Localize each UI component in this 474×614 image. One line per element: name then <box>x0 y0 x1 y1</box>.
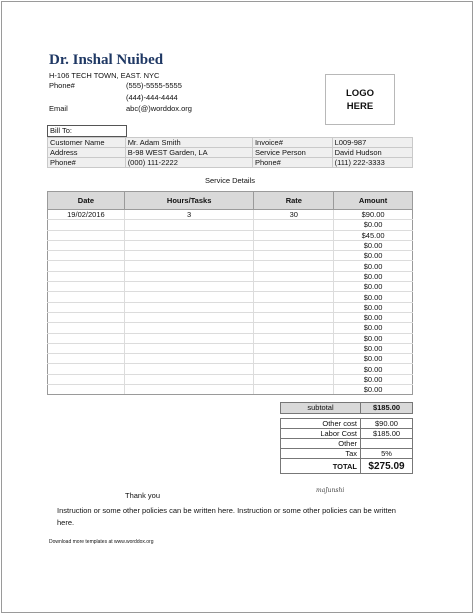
service-amount: $0.00 <box>334 385 413 395</box>
service-amount: $0.00 <box>334 271 413 281</box>
table-row <box>48 271 413 281</box>
table-row <box>48 230 413 240</box>
service-rate <box>254 312 334 322</box>
bill-to-row <box>48 138 413 148</box>
service-hours <box>124 333 254 343</box>
col-amount-header: Amount <box>334 192 413 210</box>
info-value: (111) 222-3333 <box>332 158 412 168</box>
service-hours <box>124 271 254 281</box>
company-address: H-106 TECH TOWN, EAST. NYC <box>49 71 160 80</box>
service-rate <box>254 251 334 261</box>
service-date <box>48 312 125 322</box>
phone-label: Phone# <box>49 81 75 90</box>
service-hours <box>124 385 254 395</box>
service-date <box>48 271 125 281</box>
service-rate <box>254 302 334 312</box>
bill-to-row <box>48 158 413 168</box>
labor-cost-label: Labor Cost <box>281 429 361 439</box>
service-date <box>48 220 125 230</box>
logo-line-2: HERE <box>346 100 374 112</box>
thank-you-text: Thank you <box>125 491 161 500</box>
service-date <box>48 354 125 364</box>
other-cost-value: $90.00 <box>361 419 413 429</box>
info-value: L009-987 <box>332 138 412 148</box>
table-row <box>48 374 413 384</box>
service-hours <box>124 312 254 322</box>
download-note: Download more templates at www.worddox.org <box>49 539 154 545</box>
labor-cost-value: $185.00 <box>361 429 413 439</box>
table-row <box>48 312 413 322</box>
service-date <box>48 333 125 343</box>
service-amount: $0.00 <box>334 323 413 333</box>
info-value: B-98 WEST Garden, LA <box>125 148 252 158</box>
service-date <box>48 261 125 271</box>
instructions-text: Instruction or some other policies can be written here. Instruction or some other policies can be written here. <box>57 506 396 527</box>
service-date <box>48 302 125 312</box>
table-row <box>48 210 413 220</box>
service-rate <box>254 374 334 384</box>
service-hours <box>124 240 254 250</box>
bill-to-label: Bill To: <box>47 125 127 137</box>
info-value: David Hudson <box>332 148 412 158</box>
info-label: Customer Name <box>48 138 126 148</box>
totals-table <box>280 418 413 474</box>
table-row <box>48 343 413 353</box>
phone-1: (555)-5555-5555 <box>126 81 182 90</box>
service-amount: $0.00 <box>334 343 413 353</box>
info-value: Mr. Adam Smith <box>125 138 252 148</box>
bill-to-row <box>48 148 413 158</box>
info-label: Invoice# <box>252 138 332 148</box>
service-date <box>48 230 125 240</box>
subtotal-table <box>280 402 413 414</box>
service-rate <box>254 343 334 353</box>
col-date-header: Date <box>48 192 125 210</box>
service-amount: $45.00 <box>334 230 413 240</box>
service-amount: $0.00 <box>334 374 413 384</box>
service-rate <box>254 282 334 292</box>
table-row <box>48 323 413 333</box>
service-date <box>48 364 125 374</box>
service-date <box>48 343 125 353</box>
col-hours-header: Hours/Tasks <box>124 192 254 210</box>
service-hours <box>124 343 254 353</box>
service-date <box>48 323 125 333</box>
col-rate-header: Rate <box>254 192 334 210</box>
service-date <box>48 374 125 384</box>
service-amount: $90.00 <box>334 210 413 220</box>
tax-label: Tax <box>281 449 361 459</box>
service-amount: $0.00 <box>334 251 413 261</box>
info-label: Address <box>48 148 126 158</box>
service-amount: $0.00 <box>334 302 413 312</box>
bill-to-table <box>47 137 413 168</box>
service-amount: $0.00 <box>334 354 413 364</box>
service-hours <box>124 292 254 302</box>
table-row <box>48 333 413 343</box>
service-date <box>48 240 125 250</box>
table-row <box>48 385 413 395</box>
subtotal-value: $185.00 <box>361 403 413 414</box>
service-hours <box>124 261 254 271</box>
service-details-title: Service Details <box>204 176 256 185</box>
service-hours <box>124 354 254 364</box>
service-date: 19/02/2016 <box>48 210 125 220</box>
info-label: Phone# <box>252 158 332 168</box>
service-hours <box>124 230 254 240</box>
service-hours <box>124 282 254 292</box>
service-rate <box>254 230 334 240</box>
email-label: Email <box>49 104 68 113</box>
invoice-page <box>1 1 473 613</box>
service-hours <box>124 251 254 261</box>
table-row <box>48 364 413 374</box>
service-amount: $0.00 <box>334 261 413 271</box>
info-value: (000) 111-2222 <box>125 158 252 168</box>
service-amount: $0.00 <box>334 282 413 292</box>
service-amount: $0.00 <box>334 292 413 302</box>
service-amount: $0.00 <box>334 364 413 374</box>
table-row <box>48 354 413 364</box>
other-value <box>361 439 413 449</box>
service-table <box>47 191 413 395</box>
other-cost-label: Other cost <box>281 419 361 429</box>
info-label: Phone# <box>48 158 126 168</box>
service-date <box>48 292 125 302</box>
table-row <box>48 261 413 271</box>
service-rate: 30 <box>254 210 334 220</box>
service-amount: $0.00 <box>334 333 413 343</box>
table-row <box>48 292 413 302</box>
total-value: $275.09 <box>361 459 413 474</box>
phone-2: (444)-444-4444 <box>126 93 178 102</box>
tax-value: 5% <box>361 449 413 459</box>
service-hours <box>124 323 254 333</box>
table-row <box>48 251 413 261</box>
subtotal-label: subtotal <box>281 403 361 414</box>
service-date <box>48 282 125 292</box>
other-label: Other <box>281 439 361 449</box>
service-rate <box>254 240 334 250</box>
company-name: Dr. Inshal Nuibed <box>49 52 164 68</box>
service-amount: $0.00 <box>334 312 413 322</box>
service-rate <box>254 385 334 395</box>
service-date <box>48 251 125 261</box>
service-amount: $0.00 <box>334 220 413 230</box>
table-row <box>48 220 413 230</box>
service-rate <box>254 220 334 230</box>
service-hours <box>124 374 254 384</box>
table-row <box>48 240 413 250</box>
service-rate <box>254 333 334 343</box>
signature: maJunshi <box>316 487 345 494</box>
service-rate <box>254 364 334 374</box>
table-row <box>48 282 413 292</box>
table-row <box>48 302 413 312</box>
service-rate <box>254 292 334 302</box>
email-value: abc(@)worddox.org <box>126 104 192 113</box>
total-label: TOTAL <box>281 459 361 474</box>
logo-placeholder <box>325 74 395 125</box>
service-rate <box>254 271 334 281</box>
logo-line-1: LOGO <box>346 87 374 99</box>
service-hours <box>124 364 254 374</box>
service-rate <box>254 323 334 333</box>
service-hours: 3 <box>124 210 254 220</box>
service-rate <box>254 261 334 271</box>
service-date <box>48 385 125 395</box>
service-hours <box>124 302 254 312</box>
service-rate <box>254 354 334 364</box>
service-amount: $0.00 <box>334 240 413 250</box>
info-label: Service Person <box>252 148 332 158</box>
service-hours <box>124 220 254 230</box>
